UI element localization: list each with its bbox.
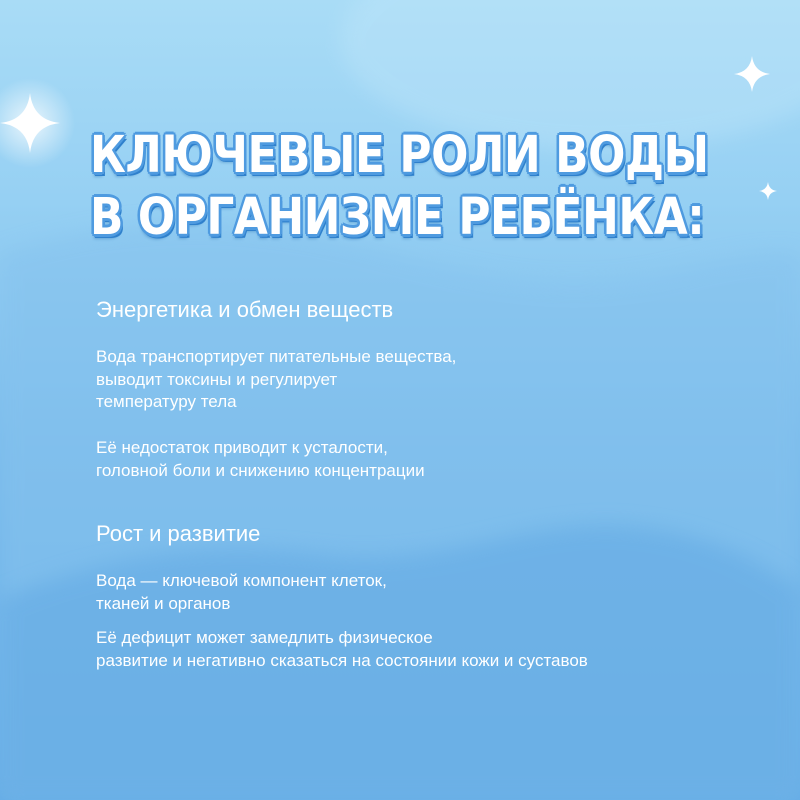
section-heading-energy: Энергетика и обмен веществ	[96, 297, 394, 322]
page-title	[90, 125, 709, 249]
title-line-2: В ОРГАНИЗМЕ РЕБЁНКА:	[90, 188, 705, 247]
section-heading-growth: Рост и развитие	[96, 521, 261, 546]
paragraph-line: Вода — ключевой компонент клеток,	[96, 571, 387, 590]
glow-star-icon	[0, 63, 90, 183]
paragraph-line: Её дефицит может замедлить физическое	[96, 628, 433, 647]
paragraph-line: тканей и органов	[96, 593, 231, 613]
paragraph	[96, 437, 425, 482]
paragraph	[96, 346, 456, 414]
paragraph	[96, 627, 588, 672]
paragraph-line: выводит токсины и регулирует	[96, 369, 338, 389]
paragraph-line: головной боли и снижению концентрации	[96, 460, 425, 480]
sparkle-icon	[758, 181, 778, 201]
paragraph-line: температуру тела	[96, 392, 237, 411]
paragraph-line: Вода транспортирует питательные вещества,	[96, 347, 457, 366]
paragraph-line: Её недостаток приводит к усталости,	[96, 438, 388, 457]
paragraph-line: развитие и негативно сказаться на состоянии кожи и суставов	[96, 650, 588, 670]
paragraph	[96, 570, 387, 615]
title-line-1: КЛЮЧЕВЫЕ РОЛИ ВОДЫ	[90, 126, 709, 185]
sparkle-icon	[732, 54, 772, 94]
